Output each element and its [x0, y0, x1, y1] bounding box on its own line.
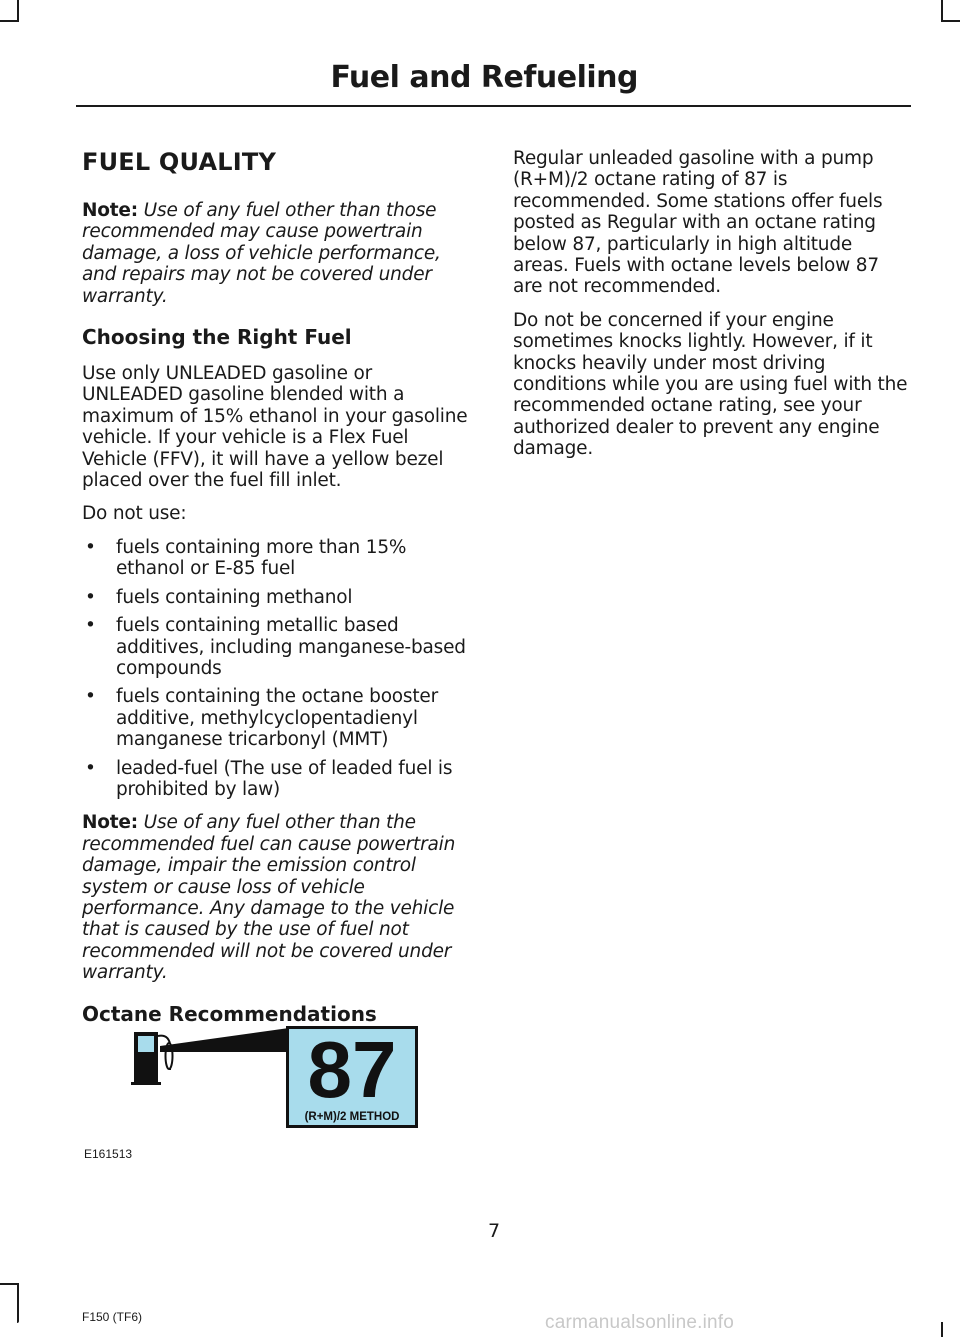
page-number: 7: [488, 1220, 501, 1242]
list-item: [82, 587, 478, 608]
list-item-text: fuels containing more than 15% ethanol or E-85 fuel: [116, 536, 407, 580]
note-label: Note:: [82, 200, 138, 221]
list-item-text: fuels containing methanol: [116, 586, 353, 608]
right-column: [513, 148, 913, 472]
do-not-use-list: [82, 537, 478, 800]
crop-mark: [17, 0, 19, 22]
bullet-icon: •: [85, 536, 96, 558]
octane-method: (R+M)/2 METHOD: [304, 1111, 400, 1123]
octane-number: 87: [307, 1025, 397, 1114]
note-label: Note:: [82, 812, 138, 834]
fuel-pump-icon: [84, 1022, 289, 1132]
footer-model: F150 (TF6): [82, 1310, 143, 1324]
crop-mark: [941, 0, 943, 22]
left-column: [82, 148, 478, 1040]
list-item-text: leaded-fuel (The use of leaded fuel is prohibited by law): [116, 757, 453, 800]
bullet-icon: •: [85, 586, 96, 608]
crop-mark: [17, 1283, 19, 1323]
list-item: [82, 537, 478, 580]
note-paragraph: [82, 200, 478, 307]
figure-code: E161513: [84, 1147, 133, 1161]
list-item: [82, 615, 478, 679]
crop-mark: [0, 20, 19, 22]
note-text: Use of any fuel other than the recommended fuel can cause powertrain damage, impair the emission control system or cause loss of vehicle performance. Any damage to the vehicle that is caused by the use of fuel not recommended will not be covered under warranty.: [82, 812, 456, 984]
watermark: carmanualsonline.info: [545, 1312, 735, 1333]
section-title: FUEL QUALITY: [82, 148, 277, 176]
octane-paragraph: Regular unleaded gasoline with a pump (R+M)/2 octane rating of 87 is recommended. Some stations offer fuels posted as Regular with an octane rating below 87, particularly in high altitude areas. Fuels with octane levels below 87 are not recommended.: [513, 148, 883, 298]
bullet-icon: •: [85, 757, 96, 779]
crop-mark: [0, 1283, 17, 1285]
list-item-text: fuels containing the octane booster additive, methylcyclopentadienyl manganese tricarbonyl (MMT): [116, 686, 439, 751]
header-rule: [76, 105, 911, 107]
octane-rating-label: [286, 1026, 418, 1128]
list-item: [82, 758, 478, 801]
do-not-use-label: Do not use:: [82, 503, 187, 525]
bullet-icon: •: [85, 615, 96, 637]
list-item: [82, 686, 478, 750]
choosing-fuel-text: Use only UNLEADED gasoline or UNLEADED gasoline blended with a maximum of 15% ethanol in your gasoline vehicle. If your vehicle is a Flex Fuel Vehicle (FFV), it will have a yellow bezel placed over the fuel fill inlet.: [82, 363, 468, 492]
choosing-fuel-heading: Choosing the Right Fuel: [82, 325, 352, 350]
octane-heading: Octane Recommendations: [82, 1001, 377, 1026]
crop-mark: [941, 1322, 943, 1337]
knock-paragraph: Do not be concerned if your engine sometimes knocks lightly. However, if it knocks heavily under most driving conditions while you are using fuel with the recommended octane rating, see your authorized dealer to prevent any engine damage.: [513, 309, 908, 460]
page-header-title: Fuel and Refueling: [330, 60, 638, 95]
octane-label-figure: [84, 1022, 429, 1172]
note-text: Use of any fuel other than those recommended may cause powertrain damage, a loss of vehicle performance, and repairs may not be covered under warranty.: [82, 200, 441, 307]
crop-mark: [941, 20, 960, 22]
list-item-text: fuels containing metallic based additives, including manganese-based compounds: [116, 615, 466, 679]
bullet-icon: •: [85, 686, 96, 708]
note-paragraph: [82, 812, 478, 983]
